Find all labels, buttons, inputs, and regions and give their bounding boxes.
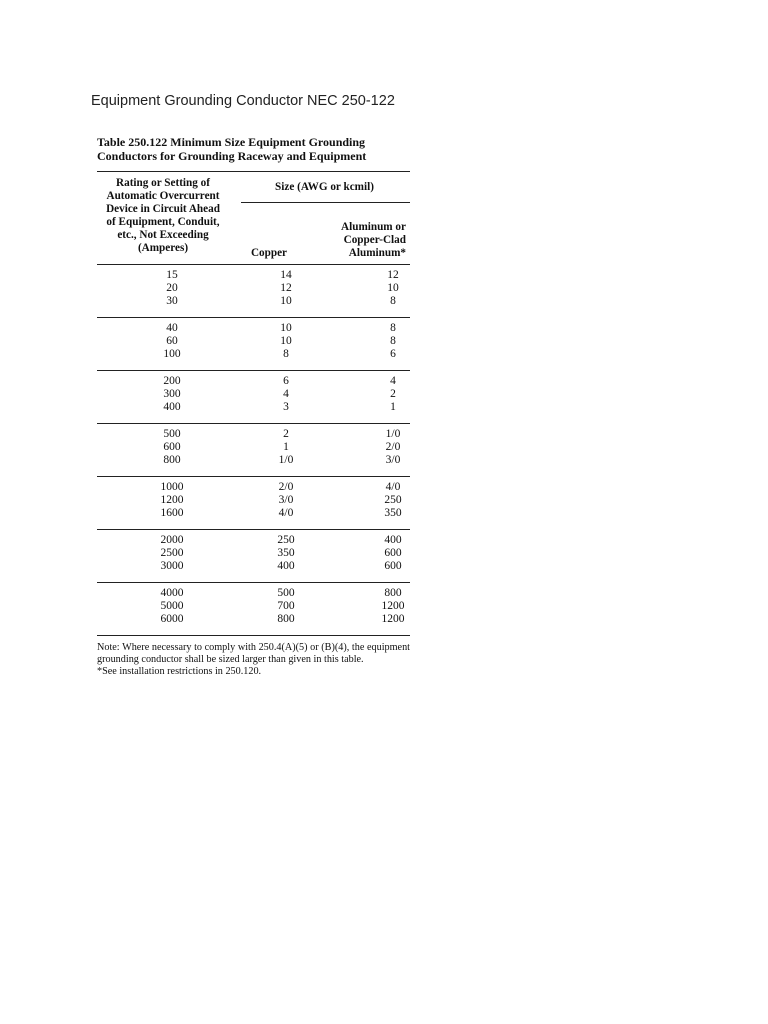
table-header xyxy=(97,172,410,264)
aluminum-size-cell: 600 xyxy=(384,560,402,573)
rating-cell: 2500 xyxy=(160,547,184,560)
header-line: Device in Circuit Ahead xyxy=(106,203,220,215)
size-subheaders xyxy=(229,203,410,264)
copper-size-cell: 700 xyxy=(277,600,295,613)
aluminum-size-cell-column xyxy=(325,269,410,312)
table-note: Note: Where necessary to comply with 250.4(A)(5) or (B)(4), the equipment grounding conductor shall be sized larger than given in this table. xyxy=(97,642,410,665)
aluminum-size-cell: 350 xyxy=(384,507,402,520)
header-line: of Equipment, Conduit, xyxy=(106,216,220,228)
copper-size-cell: 14 xyxy=(280,269,292,281)
copper-size-cell-column xyxy=(247,269,325,312)
aluminum-size-cell: 1200 xyxy=(381,613,405,626)
aluminum-size-cell: 8 xyxy=(390,335,396,348)
aluminum-size-cell: 1 xyxy=(390,401,396,414)
size-column-group xyxy=(229,172,410,264)
copper-size-cell: 10 xyxy=(280,335,292,348)
page-heading: Equipment Grounding Conductor NEC 250-122 xyxy=(91,93,395,109)
rating-cell: 1600 xyxy=(160,507,184,520)
rating-cell: 6000 xyxy=(160,613,184,626)
table-row-group xyxy=(97,477,410,529)
rating-cell: 300 xyxy=(163,388,181,401)
copper-size-cell: 10 xyxy=(280,295,292,308)
header-line: Copper-Clad xyxy=(343,234,406,246)
copper-size-cell-column xyxy=(247,375,325,418)
rating-cell-column xyxy=(97,534,247,577)
copper-size-cell: 3 xyxy=(283,401,289,414)
aluminum-size-cell: 3/0 xyxy=(385,454,401,467)
copper-size-cell: 12 xyxy=(280,282,292,295)
copper-size-cell-column xyxy=(247,534,325,577)
aluminum-size-cell: 600 xyxy=(384,547,402,560)
aluminum-size-cell: 8 xyxy=(390,295,396,308)
copper-size-cell-column xyxy=(247,428,325,471)
rating-cell: 20 xyxy=(166,282,178,295)
rating-cell: 100 xyxy=(163,348,181,361)
aluminum-size-cell: 800 xyxy=(384,587,402,599)
aluminum-size-cell-column xyxy=(325,534,410,577)
copper-size-cell: 350 xyxy=(277,547,295,560)
rating-cell: 3000 xyxy=(160,560,184,573)
aluminum-size-cell: 1200 xyxy=(381,600,405,613)
copper-size-cell: 800 xyxy=(277,613,295,626)
copper-size-cell: 250 xyxy=(277,534,295,546)
copper-size-cell: 500 xyxy=(277,587,295,599)
table-caption-line: Table 250.122 Minimum Size Equipment Grounding xyxy=(97,135,366,149)
table-footnote: *See installation restrictions in 250.120. xyxy=(97,666,262,677)
aluminum-column-header xyxy=(309,221,410,260)
table-row-group xyxy=(97,371,410,423)
copper-size-cell: 400 xyxy=(277,560,295,573)
header-line: Aluminum* xyxy=(348,247,406,259)
rating-cell-column xyxy=(97,428,247,471)
rating-cell: 15 xyxy=(166,269,178,281)
copper-size-cell: 1 xyxy=(283,441,289,454)
table-row-group xyxy=(97,530,410,582)
aluminum-size-cell: 400 xyxy=(384,534,402,546)
rating-cell: 4000 xyxy=(160,587,184,599)
copper-size-cell: 4/0 xyxy=(278,507,294,520)
size-column-header: Size (AWG or kcmil) xyxy=(275,181,374,193)
copper-size-cell-column xyxy=(247,481,325,524)
header-line: Rating or Setting of xyxy=(116,177,210,189)
rating-cell-column xyxy=(97,587,247,630)
rating-cell: 400 xyxy=(163,401,181,414)
rating-cell: 600 xyxy=(163,441,181,454)
rating-cell-column xyxy=(97,322,247,365)
table-caption xyxy=(97,135,410,163)
rating-cell: 2000 xyxy=(160,534,184,546)
table-row-group xyxy=(97,318,410,370)
copper-size-cell-column xyxy=(247,587,325,630)
aluminum-size-cell-column xyxy=(325,587,410,630)
rating-cell: 1000 xyxy=(160,481,184,493)
rating-column-header xyxy=(97,172,229,264)
nec-table-250-122 xyxy=(97,135,410,678)
copper-size-cell: 4 xyxy=(283,388,289,401)
rating-cell-column xyxy=(97,375,247,418)
aluminum-size-cell: 4/0 xyxy=(385,481,401,493)
copper-size-cell: 8 xyxy=(283,348,289,361)
aluminum-size-cell: 250 xyxy=(384,494,402,507)
copper-size-cell: 2 xyxy=(283,428,289,440)
table-row-group xyxy=(97,583,410,635)
copper-column-header: Copper xyxy=(250,247,288,259)
aluminum-size-cell: 10 xyxy=(387,282,399,295)
rating-cell: 60 xyxy=(166,335,178,348)
header-line: Automatic Overcurrent xyxy=(106,190,220,202)
aluminum-size-cell-column xyxy=(325,428,410,471)
table-caption-line: Conductors for Grounding Raceway and Equipment xyxy=(97,149,367,163)
rating-cell: 5000 xyxy=(160,600,184,613)
copper-size-cell-column xyxy=(247,322,325,365)
header-line: etc., Not Exceeding xyxy=(117,229,209,241)
header-line: Aluminum or xyxy=(341,221,406,233)
rating-cell: 40 xyxy=(166,322,178,334)
aluminum-size-cell: 2/0 xyxy=(385,441,401,454)
rating-cell: 800 xyxy=(163,454,181,467)
rating-cell-column xyxy=(97,481,247,524)
aluminum-size-cell: 4 xyxy=(390,375,396,387)
copper-size-cell: 6 xyxy=(283,375,289,387)
rating-cell: 30 xyxy=(166,295,178,308)
rating-cell: 200 xyxy=(163,375,181,387)
table-row-group xyxy=(97,424,410,476)
copper-size-cell: 1/0 xyxy=(278,454,294,467)
table-body xyxy=(97,265,410,636)
aluminum-size-cell: 1/0 xyxy=(385,428,401,440)
copper-size-cell: 10 xyxy=(280,322,292,334)
aluminum-size-cell: 8 xyxy=(390,322,396,334)
aluminum-size-cell-column xyxy=(325,375,410,418)
rating-cell: 500 xyxy=(163,428,181,440)
aluminum-size-cell: 6 xyxy=(390,348,396,361)
aluminum-size-cell: 12 xyxy=(387,269,399,281)
copper-size-cell: 3/0 xyxy=(278,494,294,507)
header-line: (Amperes) xyxy=(137,242,189,254)
rating-cell-column xyxy=(97,269,247,312)
table-row-rule xyxy=(97,635,410,636)
table-row-group xyxy=(97,265,410,317)
aluminum-size-cell: 2 xyxy=(390,388,396,401)
rating-cell: 1200 xyxy=(160,494,184,507)
aluminum-size-cell-column xyxy=(325,322,410,365)
copper-size-cell: 2/0 xyxy=(278,481,294,493)
aluminum-size-cell-column xyxy=(325,481,410,524)
